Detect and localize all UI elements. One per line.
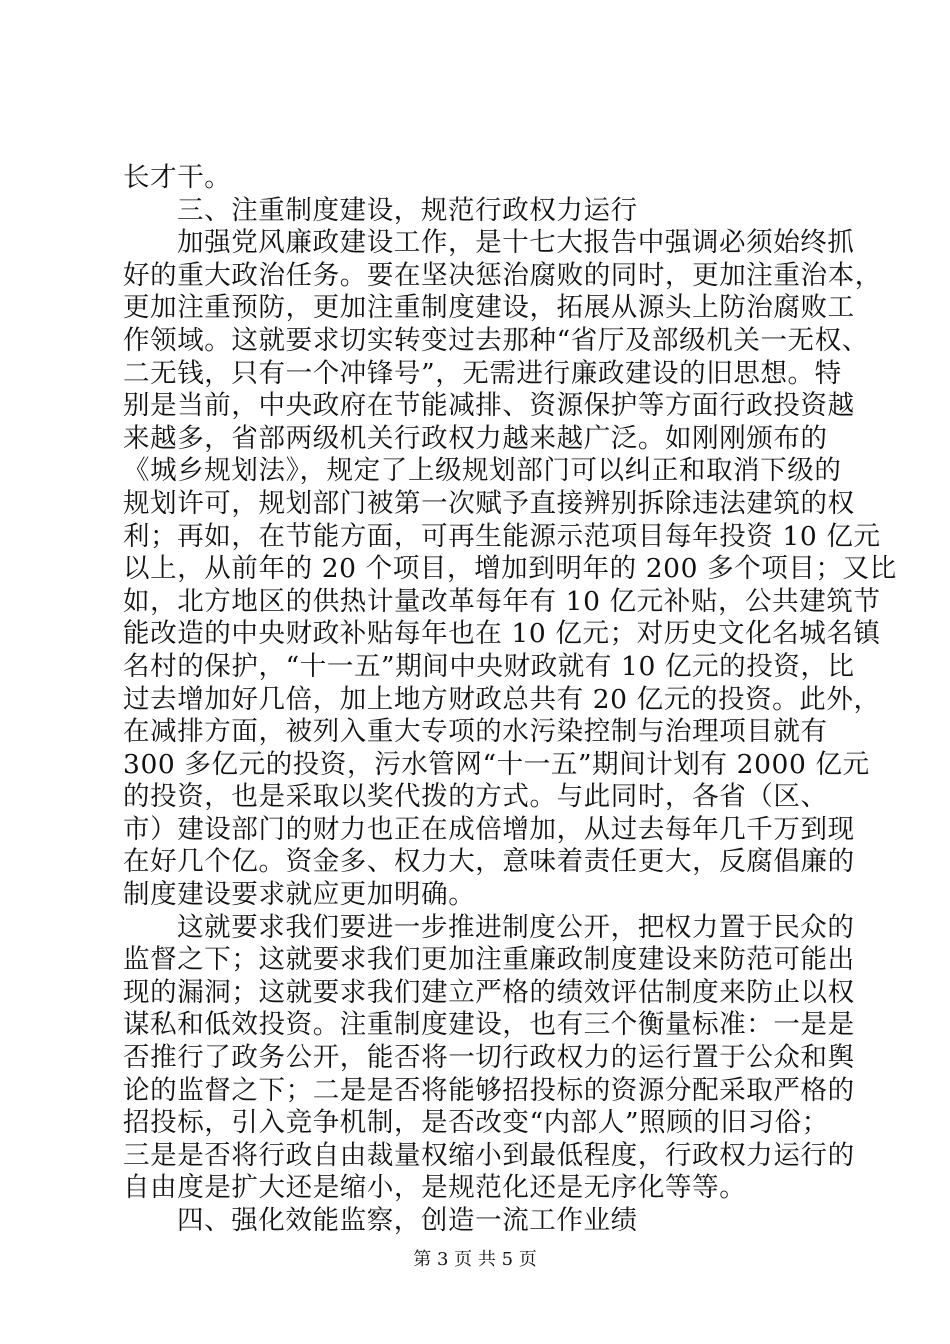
text-line: 这就要求我们要进一步推进制度公开，把权力置于民众的: [177, 911, 855, 943]
text-line: 市）建设部门的财力也正在成倍增加，从过去每年几千万到现: [123, 813, 855, 845]
text-line: 能改造的中央财政补贴每年也在 10 亿元；对历史文化名城名镇: [123, 618, 881, 650]
text-line: 论的监督之下；二是是否将能够招投标的资源分配采取严格的: [123, 1074, 855, 1106]
text-line: 《城乡规划法》，规定了上级规划部门可以纠正和取消下级的: [123, 455, 842, 487]
text-line: 四、强化效能监察，创造一流工作业绩: [177, 1205, 638, 1236]
text-line: 如，北方地区的供热计量改革每年有 10 亿元补贴，公共建筑节: [123, 585, 881, 617]
text-line: 利；再如，在节能方面，可再生能源示范项目每年投资 10 亿元: [123, 520, 881, 552]
text-line: 作领域。这就要求切实转变过去那种“省厅及部级机关一无权、: [123, 324, 869, 356]
text-line: 否推行了政务公开，能否将一切行政权力的运行置于公众和舆: [123, 1042, 855, 1074]
text-line: 三是是否将行政自由裁量权缩小到最低程度，行政权力运行的: [123, 1139, 855, 1171]
text-line: 现的漏洞；这就要求我们建立严格的绩效评估制度来防止以权: [123, 976, 855, 1008]
text-line: 自由度是扩大还是缩小，是规范化还是无序化等等。: [123, 1172, 747, 1204]
text-line: 谋私和低效投资。注重制度建设，也有三个衡量标准：一是是: [123, 1009, 855, 1041]
text-line: 加强党风廉政建设工作，是十七大报告中强调必须始终抓: [177, 227, 855, 259]
text-line: 在好几个亿。资金多、权力大，意味着责任更大，反腐倡廉的: [123, 846, 855, 878]
text-line: 更加注重预防，更加注重制度建设，拓展从源头上防治腐败工: [123, 292, 855, 324]
text-line: 制度建设要求就应更加明确。: [123, 879, 476, 911]
text-line: 规划许可，规划部门被第一次赋予直接辨别拆除违法建筑的权: [123, 487, 855, 519]
text-line: 300 多亿元的投资，污水管网“十一五”期间计划有 2000 亿元: [123, 748, 870, 780]
document-body: [123, 162, 897, 1238]
text-line: 长才干。: [123, 162, 232, 193]
text-line: 招投标，引入竞争机制，是否改变“内部人”照顾的旧习俗；: [123, 1107, 829, 1139]
text-line: 好的重大政治任务。要在坚决惩治腐败的同时，更加注重治本，: [123, 259, 882, 291]
text-line: 监督之下；这就要求我们更加注重廉政制度建设来防范可能出: [123, 944, 855, 976]
text-line: 名村的保护，“十一五”期间中央财政就有 10 亿元的投资，比: [123, 650, 855, 682]
text-line: 以上，从前年的 20 个项目，增加到明年的 200 多个项目；又比: [123, 553, 897, 585]
page-footer: 第 3 页 共 5 页: [413, 1249, 537, 1270]
text-line: 过去增加好几倍，加上地方财政总共有 20 亿元的投资。此外，: [123, 683, 881, 715]
text-line: 二无钱，只有一个冲锋号”，无需进行廉政建设的旧思想。特: [123, 357, 842, 389]
text-line: 别是当前，中央政府在节能减排、资源保护等方面行政投资越: [123, 390, 855, 422]
text-line: 在减排方面，被列入重大专项的水污染控制与治理项目就有: [123, 716, 828, 748]
text-line: 三、注重制度建设，规范行政权力运行: [177, 194, 638, 226]
text-line: 的投资，也是采取以奖代拨的方式。与此同时，各省（区、: [123, 781, 828, 813]
text-line: 来越多，省部两级机关行政权力越来越广泛。如刚刚颁布的: [123, 422, 828, 454]
